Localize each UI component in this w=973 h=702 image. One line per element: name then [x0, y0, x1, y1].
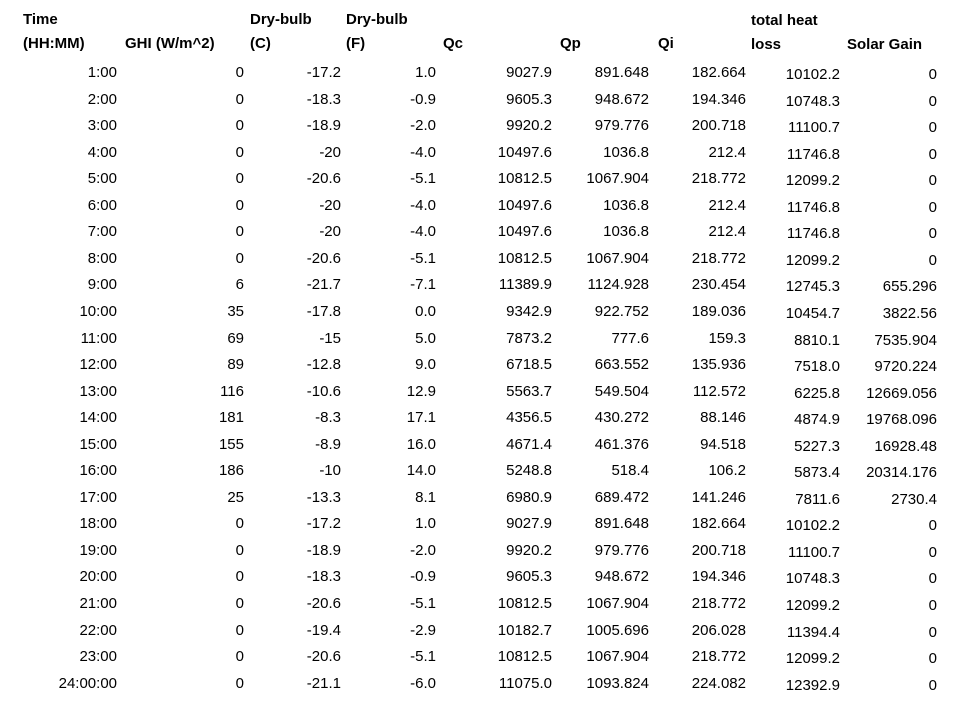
cell-qi: 88.146 — [700, 409, 746, 427]
cell-ghi: 25 — [227, 488, 244, 506]
table-row — [0, 675, 973, 701]
cell-qc: 10497.6 — [497, 223, 552, 241]
cell-qp: 1036.8 — [603, 196, 649, 214]
cell-qp: 979.776 — [594, 117, 649, 135]
table-row — [0, 648, 973, 674]
table-row — [0, 542, 973, 568]
cell-qp: 518.4 — [611, 462, 649, 480]
table-row — [0, 356, 973, 382]
cell-time: 2:00 — [87, 90, 117, 108]
cell-ghi: 186 — [218, 462, 244, 480]
cell-drybulb-f: -6.0 — [410, 674, 436, 692]
cell-qi: 218.772 — [691, 595, 746, 612]
cell-qp: 1093.824 — [586, 674, 649, 692]
cell-qp: 1067.904 — [586, 170, 649, 188]
table-row — [0, 276, 973, 302]
cell-ghi: 89 — [227, 356, 244, 374]
cell-total-heat-loss: 11100.7 — [788, 119, 840, 137]
cell-ghi: 0 — [235, 595, 244, 612]
cell-total-heat-loss: 4874.9 — [794, 411, 840, 429]
cell-ghi: 69 — [227, 329, 244, 347]
cell-qi: 189.036 — [691, 302, 746, 320]
cell-drybulb-f: 1.0 — [415, 64, 436, 81]
cell-drybulb-c: -17.2 — [306, 64, 341, 81]
table-row — [0, 330, 973, 356]
cell-qi: 135.936 — [691, 356, 746, 374]
cell-total-heat-loss: 5227.3 — [794, 437, 840, 455]
cell-time: 12:00 — [79, 356, 117, 374]
cell-qi: 194.346 — [691, 90, 746, 108]
cell-qc: 5563.7 — [506, 382, 552, 400]
cell-solar-gain: 2730.4 — [891, 490, 937, 508]
cell-drybulb-f: 9.0 — [415, 356, 436, 374]
cell-total-heat-loss: 10454.7 — [785, 304, 840, 322]
cell-solar-gain: 0 — [928, 517, 937, 535]
table-row — [0, 91, 973, 117]
cell-solar-gain: 0 — [928, 570, 937, 588]
cell-qp: 777.6 — [611, 329, 649, 347]
cell-drybulb-f: 12.9 — [406, 382, 436, 400]
header-drybulb-c-line2: (C) — [250, 35, 271, 52]
cell-solar-gain: 0 — [928, 145, 937, 163]
cell-ghi: 0 — [235, 568, 244, 586]
cell-time: 1:00 — [87, 64, 117, 81]
cell-total-heat-loss: 7811.6 — [795, 490, 840, 508]
cell-solar-gain: 0 — [928, 251, 937, 269]
cell-qc: 10812.5 — [497, 648, 552, 666]
cell-drybulb-c: -20 — [319, 196, 341, 214]
cell-qi: 106.2 — [708, 462, 746, 480]
cell-ghi: 0 — [235, 621, 244, 639]
cell-ghi: 0 — [235, 249, 244, 267]
cell-qc: 10812.5 — [497, 170, 552, 188]
cell-solar-gain: 0 — [928, 92, 937, 110]
cell-drybulb-f: -5.1 — [410, 648, 436, 666]
cell-drybulb-f: -4.0 — [410, 223, 436, 241]
cell-time: 22:00 — [79, 621, 117, 639]
cell-qp: 979.776 — [594, 541, 649, 559]
cell-time: 10:00 — [79, 302, 117, 320]
cell-drybulb-c: -12.8 — [306, 356, 341, 374]
cell-time: 15:00 — [79, 435, 117, 453]
cell-qp: 891.648 — [594, 64, 649, 81]
cell-drybulb-f: -2.0 — [410, 541, 436, 559]
cell-qp: 1067.904 — [586, 648, 649, 666]
header-drybulb-f-line1: Dry-bulb — [346, 11, 408, 28]
cell-qp: 430.272 — [594, 409, 649, 427]
cell-solar-gain: 0 — [928, 597, 937, 614]
cell-qp: 948.672 — [594, 90, 649, 108]
cell-qc: 9027.9 — [506, 515, 552, 533]
table-row — [0, 197, 973, 223]
cell-solar-gain: 19768.096 — [866, 411, 937, 429]
cell-ghi: 35 — [227, 302, 244, 320]
cell-qc: 6980.9 — [506, 488, 552, 506]
header-qp: Qp — [560, 35, 581, 52]
cell-total-heat-loss: 12745.3 — [785, 278, 840, 296]
table-row — [0, 223, 973, 249]
cell-time: 21:00 — [79, 595, 117, 612]
table-row — [0, 595, 973, 621]
cell-drybulb-c: -20.6 — [306, 595, 341, 612]
cell-solar-gain: 16928.48 — [874, 437, 937, 455]
cell-drybulb-c: -13.3 — [306, 488, 341, 506]
cell-total-heat-loss: 7518.0 — [794, 358, 840, 376]
table-row — [0, 436, 973, 462]
cell-qi: 218.772 — [691, 648, 746, 666]
table-row — [0, 117, 973, 143]
cell-qc: 10812.5 — [497, 595, 552, 612]
cell-time: 24:00:00 — [58, 674, 117, 692]
cell-solar-gain: 20314.176 — [866, 464, 937, 482]
table-row — [0, 622, 973, 648]
table-row — [0, 303, 973, 329]
cell-qp: 1124.928 — [587, 276, 649, 294]
cell-total-heat-loss: 12099.2 — [785, 251, 840, 269]
cell-qi: 224.082 — [691, 674, 746, 692]
header-ghi: GHI (W/m^2) — [125, 35, 215, 52]
cell-drybulb-c: -20.6 — [306, 170, 341, 188]
cell-qp: 549.504 — [594, 382, 649, 400]
cell-time: 8:00 — [87, 249, 117, 267]
cell-drybulb-c: -20 — [319, 223, 341, 241]
cell-total-heat-loss: 5873.4 — [794, 464, 840, 482]
cell-solar-gain: 0 — [928, 198, 937, 216]
cell-ghi: 181 — [218, 409, 244, 427]
table-row — [0, 515, 973, 541]
cell-total-heat-loss: 10748.3 — [785, 570, 840, 588]
table-row — [0, 64, 973, 90]
cell-drybulb-f: -5.1 — [410, 249, 436, 267]
cell-time: 20:00 — [79, 568, 117, 586]
cell-drybulb-c: -15 — [319, 329, 341, 347]
cell-ghi: 0 — [235, 64, 244, 81]
cell-drybulb-c: -17.8 — [306, 302, 341, 320]
cell-solar-gain: 0 — [928, 623, 937, 641]
header-total-line1: total heat — [751, 12, 818, 29]
header-drybulb-f-line2: (F) — [346, 35, 366, 52]
header-drybulb-c-line1: Dry-bulb — [250, 11, 312, 28]
cell-qi: 218.772 — [691, 249, 746, 267]
cell-qi: 212.4 — [708, 223, 746, 241]
header-qi: Qi — [658, 35, 674, 52]
cell-qc: 4671.4 — [506, 435, 552, 453]
cell-qp: 948.672 — [594, 568, 649, 586]
cell-solar-gain: 0 — [928, 543, 937, 561]
cell-drybulb-c: -21.1 — [306, 674, 341, 692]
cell-total-heat-loss: 11100.7 — [788, 543, 840, 561]
cell-qc: 4356.5 — [506, 409, 552, 427]
cell-drybulb-f: -5.1 — [410, 170, 436, 188]
cell-qi: 212.4 — [708, 143, 746, 161]
cell-qi: 94.518 — [700, 435, 746, 453]
cell-solar-gain: 0 — [928, 119, 937, 137]
cell-qp: 1036.8 — [603, 143, 649, 161]
cell-drybulb-f: -4.0 — [410, 143, 436, 161]
cell-total-heat-loss: 10102.2 — [785, 517, 840, 535]
cell-ghi: 0 — [235, 143, 244, 161]
cell-qi: 212.4 — [708, 196, 746, 214]
cell-total-heat-loss: 12099.2 — [785, 172, 840, 190]
cell-qc: 9920.2 — [506, 117, 552, 135]
header-total-line2: loss — [751, 36, 782, 53]
cell-qc: 9027.9 — [506, 64, 552, 81]
cell-qc: 9605.3 — [506, 90, 552, 108]
cell-time: 16:00 — [79, 462, 117, 480]
cell-qc: 11389.9 — [498, 276, 552, 294]
cell-qi: 141.246 — [691, 488, 746, 506]
cell-total-heat-loss: 12099.2 — [785, 650, 840, 668]
cell-total-heat-loss: 10748.3 — [785, 92, 840, 110]
cell-drybulb-c: -18.3 — [306, 90, 341, 108]
cell-solar-gain: 9720.224 — [874, 358, 937, 376]
cell-qc: 10812.5 — [497, 249, 552, 267]
cell-time: 7:00 — [87, 223, 117, 241]
cell-drybulb-c: -21.7 — [306, 276, 341, 294]
header-qc: Qc — [443, 35, 464, 52]
cell-drybulb-f: 5.0 — [415, 329, 436, 347]
cell-qi: 218.772 — [691, 170, 746, 188]
cell-drybulb-f: -0.9 — [410, 568, 436, 586]
cell-drybulb-c: -18.9 — [306, 117, 341, 135]
header-time-line1: Time — [23, 11, 58, 28]
cell-drybulb-c: -17.2 — [306, 515, 341, 533]
cell-solar-gain: 7535.904 — [874, 331, 937, 349]
cell-total-heat-loss: 11394.4 — [786, 623, 840, 641]
table-row — [0, 462, 973, 488]
cell-qp: 1067.904 — [586, 249, 649, 267]
cell-qi: 159.3 — [708, 329, 746, 347]
cell-qi: 200.718 — [691, 117, 746, 135]
cell-ghi: 0 — [235, 541, 244, 559]
cell-qi: 200.718 — [691, 541, 746, 559]
cell-qc: 6718.5 — [506, 356, 552, 374]
cell-solar-gain: 0 — [928, 650, 937, 668]
cell-time: 3:00 — [87, 117, 117, 135]
cell-qi: 206.028 — [691, 621, 746, 639]
cell-total-heat-loss: 11746.8 — [786, 225, 840, 243]
cell-total-heat-loss: 10102.2 — [785, 66, 840, 83]
cell-qc: 10497.6 — [497, 143, 552, 161]
cell-solar-gain: 0 — [928, 172, 937, 190]
cell-total-heat-loss: 11746.8 — [786, 145, 840, 163]
cell-drybulb-f: 17.1 — [406, 409, 436, 427]
cell-drybulb-f: -2.9 — [410, 621, 436, 639]
cell-drybulb-c: -18.9 — [306, 541, 341, 559]
cell-time: 17:00 — [79, 488, 117, 506]
cell-qi: 182.664 — [691, 64, 746, 81]
cell-qc: 9605.3 — [506, 568, 552, 586]
cell-qp: 461.376 — [594, 435, 649, 453]
cell-qp: 1067.904 — [586, 595, 649, 612]
cell-ghi: 6 — [235, 276, 244, 294]
cell-total-heat-loss: 6225.8 — [794, 384, 840, 402]
cell-total-heat-loss: 8810.1 — [794, 331, 840, 349]
cell-drybulb-f: -4.0 — [410, 196, 436, 214]
cell-total-heat-loss: 12099.2 — [785, 597, 840, 614]
table-row — [0, 383, 973, 409]
cell-time: 4:00 — [87, 143, 117, 161]
cell-drybulb-f: -7.1 — [410, 276, 436, 294]
cell-solar-gain: 0 — [928, 676, 937, 694]
table-row — [0, 250, 973, 276]
cell-time: 18:00 — [79, 515, 117, 533]
cell-total-heat-loss: 12392.9 — [785, 676, 840, 694]
cell-qc: 9342.9 — [506, 302, 552, 320]
cell-drybulb-f: -0.9 — [410, 90, 436, 108]
cell-ghi: 0 — [235, 674, 244, 692]
cell-qp: 891.648 — [594, 515, 649, 533]
cell-drybulb-f: -5.1 — [410, 595, 436, 612]
cell-ghi: 0 — [235, 223, 244, 241]
cell-drybulb-c: -19.4 — [306, 621, 341, 639]
cell-qc: 7873.2 — [506, 329, 552, 347]
cell-solar-gain: 12669.056 — [866, 384, 937, 402]
cell-drybulb-c: -10 — [319, 462, 341, 480]
cell-qi: 182.664 — [691, 515, 746, 533]
table-row — [0, 489, 973, 515]
cell-time: 14:00 — [79, 409, 117, 427]
cell-drybulb-c: -10.6 — [306, 382, 341, 400]
cell-time: 13:00 — [79, 382, 117, 400]
cell-qc: 11075.0 — [498, 674, 552, 692]
cell-qp: 1005.696 — [586, 621, 649, 639]
cell-total-heat-loss: 11746.8 — [786, 198, 840, 216]
cell-ghi: 116 — [220, 382, 244, 400]
cell-qc: 9920.2 — [506, 541, 552, 559]
cell-time: 5:00 — [87, 170, 117, 188]
cell-time: 9:00 — [87, 276, 117, 294]
cell-drybulb-c: -20.6 — [306, 648, 341, 666]
cell-qp: 689.472 — [594, 488, 649, 506]
cell-drybulb-f: 0.0 — [415, 302, 436, 320]
cell-qi: 194.346 — [691, 568, 746, 586]
cell-qp: 663.552 — [594, 356, 649, 374]
cell-qc: 10182.7 — [497, 621, 552, 639]
cell-ghi: 0 — [235, 90, 244, 108]
cell-qp: 922.752 — [594, 302, 649, 320]
cell-qi: 230.454 — [691, 276, 746, 294]
cell-solar-gain: 3822.56 — [882, 304, 937, 322]
cell-drybulb-c: -8.3 — [315, 409, 341, 427]
cell-qp: 1036.8 — [603, 223, 649, 241]
table-row — [0, 144, 973, 170]
cell-ghi: 0 — [235, 648, 244, 666]
cell-ghi: 0 — [235, 117, 244, 135]
header-time-line2: (HH:MM) — [23, 35, 85, 52]
cell-drybulb-f: -2.0 — [410, 117, 436, 135]
cell-time: 11:00 — [80, 329, 117, 347]
header-solar-gain: Solar Gain — [847, 36, 923, 53]
table-row — [0, 170, 973, 196]
table-row — [0, 568, 973, 594]
cell-time: 23:00 — [79, 648, 117, 666]
cell-qi: 112.572 — [692, 382, 746, 400]
cell-drybulb-f: 14.0 — [406, 462, 436, 480]
cell-solar-gain: 0 — [928, 225, 937, 243]
cell-drybulb-f: 8.1 — [415, 488, 436, 506]
cell-drybulb-c: -18.3 — [306, 568, 341, 586]
cell-qc: 10497.6 — [497, 196, 552, 214]
cell-drybulb-f: 16.0 — [406, 435, 436, 453]
cell-solar-gain: 0 — [928, 66, 937, 83]
cell-ghi: 0 — [235, 170, 244, 188]
cell-time: 6:00 — [87, 196, 117, 214]
table-row — [0, 409, 973, 435]
cell-ghi: 155 — [218, 435, 244, 453]
cell-drybulb-f: 1.0 — [415, 515, 436, 533]
cell-drybulb-c: -8.9 — [315, 435, 341, 453]
cell-time: 19:00 — [79, 541, 117, 559]
cell-drybulb-c: -20.6 — [306, 249, 341, 267]
cell-qc: 5248.8 — [506, 462, 552, 480]
cell-solar-gain: 655.296 — [882, 278, 937, 296]
cell-ghi: 0 — [235, 196, 244, 214]
cell-ghi: 0 — [235, 515, 244, 533]
cell-drybulb-c: -20 — [319, 143, 341, 161]
